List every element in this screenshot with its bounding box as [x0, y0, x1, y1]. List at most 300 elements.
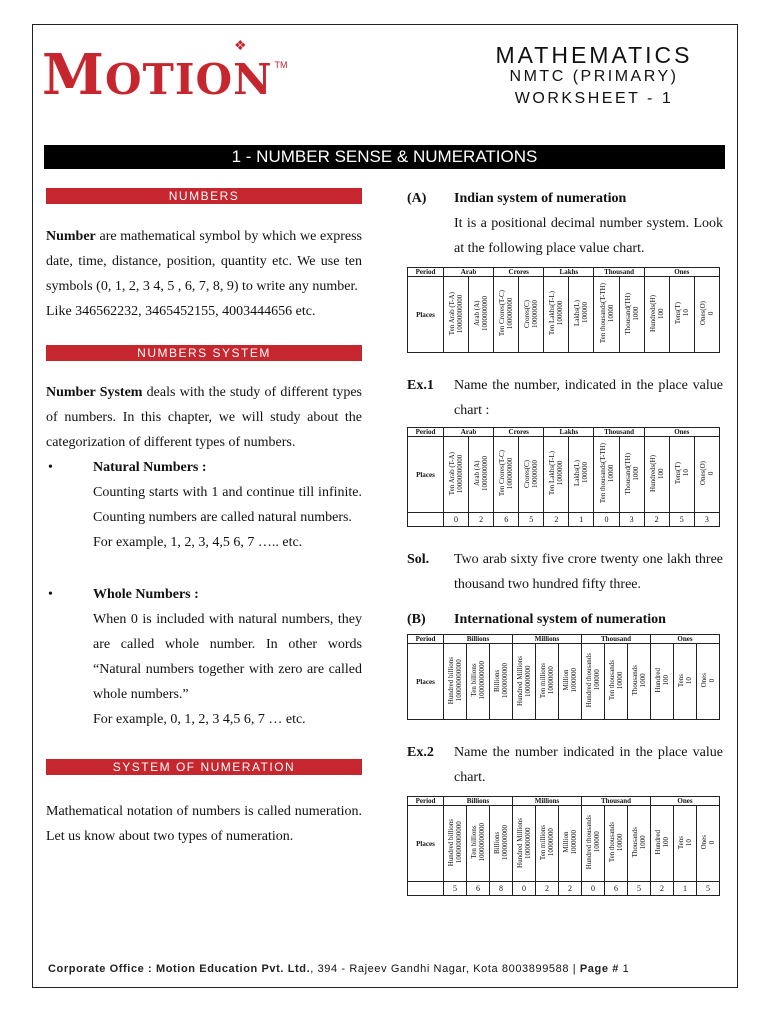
page-footer	[48, 963, 629, 975]
place-title: Hundred thousands	[585, 815, 593, 870]
place-cell	[513, 644, 536, 720]
place-title: Hundreds(H)	[648, 295, 657, 332]
place-cell	[605, 806, 628, 882]
place-name	[649, 455, 665, 492]
place-name	[473, 296, 489, 331]
place-title: Ten millions	[539, 824, 547, 861]
digit-spacer	[408, 513, 444, 527]
place-value: 100	[656, 308, 665, 319]
place-name	[473, 456, 489, 491]
digit-spacer	[408, 882, 444, 896]
bullet-icon: •	[48, 460, 53, 475]
place-title: Billions	[493, 831, 501, 854]
office-address: , 394 - Rajeev Gandhi Nagar, Kota 8003899588 |	[310, 963, 580, 975]
place-cell	[651, 644, 674, 720]
subject-title: MATHEMATICS	[495, 42, 693, 68]
place-title: Ones(O)	[698, 461, 707, 486]
place-cell	[582, 806, 605, 882]
spacer	[407, 211, 454, 261]
place-name	[493, 663, 509, 698]
place-value: 10	[685, 677, 693, 684]
intl-period-row	[408, 635, 720, 644]
place-title: Arab (A)	[473, 300, 482, 327]
period-header: Millions	[513, 797, 582, 806]
place-title: Ones	[700, 835, 708, 850]
place-name	[470, 661, 486, 700]
period-header: Billions	[444, 797, 513, 806]
period-header: Lakhs	[544, 428, 594, 437]
exam-title: NMTC (PRIMARY)	[509, 68, 679, 85]
period-header: Billions	[444, 635, 513, 644]
whole-numbers-example: For example, 0, 1, 2, 3 4,5 6, 7 … etc.	[93, 712, 306, 727]
digit-cell: 5	[444, 882, 467, 896]
place-title: Ten thousands	[608, 660, 616, 701]
logo-emblem-icon: ❖	[234, 39, 247, 54]
place-title: Tens(T)	[673, 302, 682, 325]
place-name	[700, 835, 716, 849]
digit-cell: 5	[697, 882, 720, 896]
place-name	[562, 668, 578, 693]
place-title: Arab (A)	[473, 460, 482, 487]
period-label: Period	[408, 797, 444, 806]
motion-logo	[42, 39, 288, 108]
place-name	[700, 673, 716, 687]
place-name	[631, 665, 647, 695]
place-name	[677, 836, 693, 849]
period-header: Arab	[444, 428, 494, 437]
place-cell	[628, 644, 651, 720]
place-title: Lakhs(L)	[573, 460, 582, 487]
section-a-heading	[407, 186, 723, 211]
ex2-digits-row	[408, 882, 720, 896]
place-value: 100	[662, 837, 670, 848]
bullet-icon: •	[48, 587, 53, 602]
solution-1	[407, 547, 723, 597]
natural-numbers-example: For example, 1, 2, 3, 4,5 6, 7 ….. etc.	[93, 535, 303, 550]
place-name	[699, 461, 715, 485]
place-cell	[444, 644, 467, 720]
place-value: 10	[681, 470, 690, 477]
place-name	[674, 462, 690, 484]
period-header: Thousand	[594, 428, 644, 437]
place-name	[470, 823, 486, 862]
place-name	[573, 460, 589, 486]
place-title: Tens(T)	[673, 462, 682, 485]
natural-numbers-bullet	[46, 455, 362, 480]
place-title: Ten Crores(T-C)	[498, 290, 507, 337]
digit-cell: 1	[674, 882, 697, 896]
place-name	[516, 656, 532, 706]
place-value: 10000000000	[456, 454, 465, 493]
place-name	[608, 660, 624, 700]
place-title: Thousands	[631, 665, 639, 696]
place-cell	[536, 806, 559, 882]
place-value: 1000000	[570, 668, 578, 693]
places-label: Places	[408, 806, 444, 882]
place-cell	[644, 437, 669, 513]
place-title: Ten Arab (T-A)	[448, 291, 457, 336]
place-cell	[513, 806, 536, 882]
places-label: Places	[408, 644, 444, 720]
place-value: 100000000	[506, 457, 515, 490]
place-cell	[536, 644, 559, 720]
place-name	[498, 450, 514, 496]
place-value: 1000	[639, 673, 647, 688]
place-name	[631, 827, 647, 857]
place-title: Ten Crores(T-C)	[498, 450, 507, 497]
place-value: 1000	[631, 306, 640, 321]
number-system-paragraph: Number System deals with the study of different types of numbers. In this chapter, we will study about the categorization of different types of numbers.	[46, 385, 362, 450]
place-title: Million	[562, 832, 570, 854]
section-b-heading	[407, 607, 723, 632]
page-number: 1	[622, 963, 630, 975]
indian-place-value-table	[407, 267, 720, 353]
place-name	[624, 453, 640, 495]
place-title: Ten Arab (T-A)	[448, 451, 457, 496]
place-title: Hundred Millions	[516, 817, 524, 868]
place-name	[523, 300, 539, 328]
example-1-label: Ex.1	[407, 378, 434, 393]
place-name	[447, 657, 463, 704]
place-cell	[569, 277, 594, 353]
place-name	[448, 292, 464, 335]
digit-cell: 5	[628, 882, 651, 896]
place-title: Ten Lakhs(T-L)	[548, 291, 557, 336]
chapter-title: 1 - NUMBER SENSE & NUMERATIONS	[44, 145, 725, 169]
digit-cell: 0	[582, 882, 605, 896]
place-cell	[559, 806, 582, 882]
ex1-places-row	[408, 437, 720, 513]
place-cell	[444, 806, 467, 882]
ex1-digits-row	[408, 513, 720, 527]
example-1-text: Name the number, indicated in the place value chart :	[454, 378, 723, 418]
place-title: Hundred thousands	[585, 653, 593, 708]
example-2-text: Name the number indicated in the place value chart.	[454, 745, 723, 785]
place-value: 100000	[593, 670, 601, 691]
place-cell	[469, 277, 494, 353]
place-cell	[619, 277, 644, 353]
place-title: Ones(O)	[698, 301, 707, 326]
places-label: Places	[408, 437, 444, 513]
place-title: Hundred billions	[447, 818, 455, 867]
numbers-paragraph: Number are mathematical symbol by which we express date, time, distance, position, quantity etc. We use ten symbols (0, 1, 2, 3 4, 5 , 6, 7, 8, 9) to write any number.	[46, 229, 362, 294]
place-title: Thousand(TH)	[623, 452, 632, 495]
place-value: 100000	[581, 303, 590, 324]
period-header: Thousand	[582, 797, 651, 806]
place-name	[608, 822, 624, 862]
place-title: Tens	[677, 673, 685, 688]
place-value: 100000000000	[455, 821, 463, 864]
place-cell	[469, 437, 494, 513]
place-cell	[669, 437, 694, 513]
worksheet-title: WORKSHEET - 1	[514, 90, 674, 107]
place-title: Crores(C)	[523, 459, 532, 488]
place-cell	[490, 644, 513, 720]
place-cell	[697, 806, 720, 882]
place-cell	[444, 277, 469, 353]
digit-cell: 3	[694, 513, 719, 527]
place-title: Ten thousands(T-TH)	[598, 283, 607, 344]
digit-cell: 0	[513, 882, 536, 896]
place-name	[516, 818, 532, 868]
place-value: 10000000	[547, 666, 555, 695]
number-system-term: Number System	[46, 385, 143, 400]
place-value: 100	[662, 675, 670, 686]
place-cell	[594, 437, 619, 513]
place-value: 100000	[581, 463, 590, 484]
place-name	[448, 452, 464, 495]
place-value: 10000000	[531, 459, 540, 488]
numbers-heading: NUMBERS	[46, 188, 362, 204]
place-value: 100000000	[524, 826, 532, 859]
place-title: Ten billions	[470, 825, 478, 860]
place-cell	[694, 437, 719, 513]
digit-cell: 2	[536, 882, 559, 896]
period-header: Thousand	[582, 635, 651, 644]
section-b-title: International system of numeration	[454, 612, 666, 627]
place-name	[585, 815, 601, 869]
place-value: 1000	[631, 466, 640, 481]
place-value: 1000000	[570, 830, 578, 855]
ex2-period-row	[408, 797, 720, 806]
digit-cell: 6	[494, 513, 519, 527]
logo-wordmark: MOTION	[42, 42, 273, 108]
place-title: Hundred	[654, 830, 662, 855]
place-cell	[519, 277, 544, 353]
place-name	[573, 300, 589, 326]
digit-cell: 3	[619, 513, 644, 527]
place-title: Ten billions	[470, 663, 478, 698]
place-title: Tens	[677, 835, 685, 850]
place-name	[677, 674, 693, 687]
numeration-heading: SYSTEM OF NUMERATION	[46, 759, 362, 775]
place-value: 10000	[616, 671, 624, 690]
place-name	[599, 283, 615, 343]
place-cell	[519, 437, 544, 513]
place-name	[654, 668, 670, 693]
natural-numbers-title: Natural Numbers :	[93, 460, 207, 475]
place-title: Lakhs(L)	[573, 300, 582, 327]
place-value: 1000000000	[501, 825, 509, 860]
example-1	[407, 373, 723, 423]
logo-trademark: TM	[274, 60, 288, 70]
digit-cell: 1	[569, 513, 594, 527]
place-name	[523, 460, 539, 488]
place-title: Thousand(TH)	[623, 292, 632, 335]
place-cell	[494, 277, 519, 353]
place-cell	[559, 644, 582, 720]
indian-places-row	[408, 277, 720, 353]
place-cell	[644, 277, 669, 353]
place-value: 1000000	[556, 461, 565, 486]
place-title: Hundred billions	[447, 656, 455, 705]
place-value: 1000	[639, 835, 647, 850]
place-title: Crores(C)	[523, 299, 532, 328]
place-cell	[651, 806, 674, 882]
section-a-body: It is a positional decimal number system. Look at the following place value chart.	[454, 216, 723, 256]
numeration-paragraph: Mathematical notation of numbers is called numeration. Let us know about two types of numeration.	[46, 804, 362, 844]
whole-numbers-bullet	[46, 582, 362, 607]
place-value: 100000000	[506, 297, 515, 330]
page-label: Page #	[579, 963, 619, 975]
left-column	[46, 188, 362, 849]
place-value: 0	[706, 471, 715, 476]
place-title: Ten thousands(T-TH)	[598, 443, 607, 504]
place-cell	[628, 806, 651, 882]
place-cell	[594, 277, 619, 353]
place-name	[498, 290, 514, 336]
place-value: 10000000000	[478, 661, 486, 700]
place-cell	[619, 437, 644, 513]
section-b-label: (B)	[407, 612, 426, 627]
numbers-example: Like 346562232, 3465452155, 4003444656 etc.	[46, 304, 316, 319]
digit-cell: 2	[644, 513, 669, 527]
digit-cell: 5	[519, 513, 544, 527]
place-name	[539, 663, 555, 698]
place-cell	[444, 437, 469, 513]
places-label: Places	[408, 277, 444, 353]
place-name	[649, 295, 665, 332]
place-value: 100000000000	[455, 659, 463, 702]
place-name	[599, 443, 615, 503]
international-place-value-table	[407, 634, 720, 720]
period-label: Period	[408, 268, 444, 277]
place-name	[624, 293, 640, 335]
whole-numbers-title: Whole Numbers :	[93, 587, 199, 602]
digit-cell: 2	[559, 882, 582, 896]
period-header: Crores	[494, 268, 544, 277]
right-column	[407, 186, 723, 896]
example-2	[407, 740, 723, 790]
solution-label: Sol.	[407, 552, 430, 567]
place-name	[493, 825, 509, 860]
place-value: 0	[706, 311, 715, 316]
place-value: 10000000	[547, 828, 555, 857]
place-value: 1000000	[556, 301, 565, 326]
place-cell	[494, 437, 519, 513]
place-title: Thousands	[631, 827, 639, 858]
period-header: Ones	[644, 268, 719, 277]
digit-cell: 6	[605, 882, 628, 896]
period-label: Period	[408, 635, 444, 644]
period-header: Arab	[444, 268, 494, 277]
place-cell	[544, 437, 569, 513]
place-cell	[569, 437, 594, 513]
place-value: 100000	[593, 832, 601, 853]
place-cell	[467, 806, 490, 882]
example-2-label: Ex.2	[407, 745, 434, 760]
place-value: 100	[656, 468, 665, 479]
place-cell	[694, 277, 719, 353]
place-name	[585, 653, 601, 707]
corporate-office: Corporate Office : Motion Education Pvt. Ltd.	[48, 963, 311, 975]
place-value: 10000	[616, 833, 624, 852]
place-title: Million	[562, 670, 570, 692]
place-value: 10000000	[531, 299, 540, 328]
place-title: Ten thousands	[608, 822, 616, 863]
place-cell	[697, 644, 720, 720]
place-name	[654, 830, 670, 855]
digit-cell: 2	[469, 513, 494, 527]
place-value: 10000000000	[478, 823, 486, 862]
place-value: 10000	[606, 464, 615, 483]
place-value: 10000	[606, 304, 615, 323]
place-name	[674, 302, 690, 324]
ex2-places-row	[408, 806, 720, 882]
section-a-label: (A)	[407, 191, 427, 206]
place-value: 10000000000	[456, 294, 465, 333]
place-value: 10	[681, 310, 690, 317]
place-title: Hundred	[654, 668, 662, 693]
place-value: 1000000000	[501, 663, 509, 698]
place-value: 1000000000	[481, 456, 490, 491]
example-2-table	[407, 796, 720, 896]
place-cell	[490, 806, 513, 882]
period-header: Ones	[651, 635, 720, 644]
period-header: Ones	[651, 797, 720, 806]
whole-numbers-body: When 0 is included with natural numbers, they are called whole number. In other words “Natural numbers together with zero are called whole numbers.”	[93, 612, 362, 702]
place-value: 0	[708, 678, 716, 683]
place-cell	[669, 277, 694, 353]
period-header: Lakhs	[544, 268, 594, 277]
numbers-term: Number	[46, 229, 96, 244]
ex1-period-row	[408, 428, 720, 437]
natural-numbers-body: Counting starts with 1 and continue till infinite. Counting numbers are called natural numbers.	[93, 485, 362, 525]
place-value: 10	[685, 839, 693, 846]
place-name	[539, 825, 555, 860]
place-name	[548, 291, 564, 335]
place-title: Ones	[700, 673, 708, 688]
period-header: Ones	[644, 428, 719, 437]
period-header: Millions	[513, 635, 582, 644]
digit-cell: 8	[490, 882, 513, 896]
place-name	[562, 830, 578, 855]
period-header: Thousand	[594, 268, 644, 277]
place-value: 1000000000	[481, 296, 490, 331]
place-value: 0	[708, 840, 716, 845]
place-cell	[582, 644, 605, 720]
place-name	[548, 451, 564, 495]
place-value: 100000000	[524, 664, 532, 697]
section-a-title: Indian system of numeration	[454, 191, 627, 206]
place-cell	[674, 644, 697, 720]
solution-text: Two arab sixty five crore twenty one lakh three thousand two hundred fifty three.	[454, 552, 723, 592]
place-title: Billions	[493, 669, 501, 692]
digit-cell: 0	[594, 513, 619, 527]
example-1-table	[407, 427, 720, 527]
section-a-body-row	[407, 211, 723, 261]
place-name	[447, 819, 463, 866]
period-label: Period	[408, 428, 444, 437]
place-title: Hundred Millions	[516, 655, 524, 706]
period-header: Crores	[494, 428, 544, 437]
place-cell	[544, 277, 569, 353]
digit-cell: 0	[444, 513, 469, 527]
intl-places-row	[408, 644, 720, 720]
digit-cell: 6	[467, 882, 490, 896]
place-title: Ten Lakhs(T-L)	[548, 451, 557, 496]
place-title: Ten millions	[539, 662, 547, 699]
digit-cell: 5	[669, 513, 694, 527]
place-cell	[605, 644, 628, 720]
digit-cell: 2	[544, 513, 569, 527]
digit-cell: 2	[651, 882, 674, 896]
indian-period-row	[408, 268, 720, 277]
place-title: Hundreds(H)	[648, 455, 657, 492]
place-cell	[674, 806, 697, 882]
numbers-system-heading: NUMBERS SYSTEM	[46, 345, 362, 361]
place-name	[699, 301, 715, 325]
